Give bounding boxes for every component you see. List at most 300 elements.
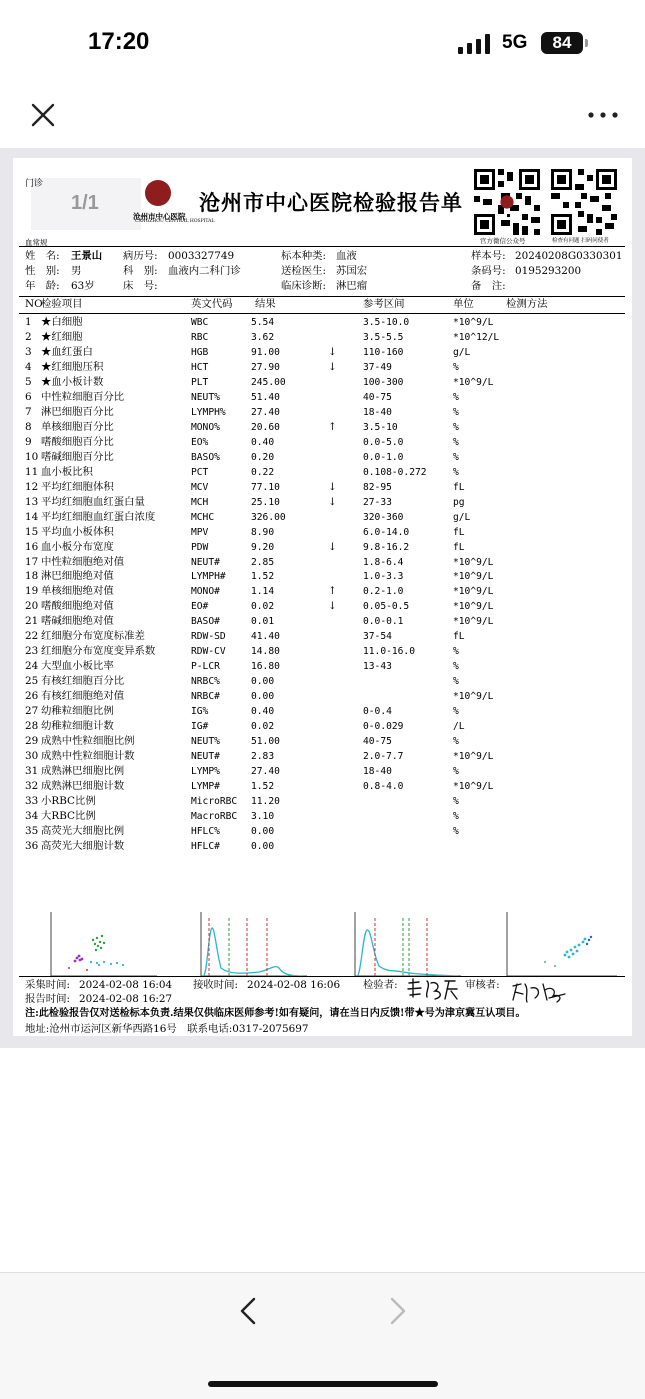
cell-no: 19: [25, 585, 39, 598]
table-row: [13, 391, 632, 406]
col-ref: 参考区间: [363, 298, 405, 310]
cell-no: 26: [25, 690, 39, 703]
cell-result: 2.85: [251, 556, 275, 568]
cell-result: 8.90: [251, 526, 275, 538]
table-row: [13, 750, 632, 765]
cell-item: 平均红细胞血红蛋白浓度: [41, 510, 156, 523]
cell-no: 18: [25, 570, 39, 583]
report-title: 沧州市中心医院检验报告单: [199, 190, 463, 215]
cell-unit: %: [453, 391, 459, 403]
cell-ref: 37-54: [363, 631, 392, 643]
cell-result: 51.00: [251, 736, 280, 748]
cell-item: 血小板分布宽度: [41, 540, 114, 553]
cell-item: 平均血小板体积: [41, 525, 114, 538]
table-row: [13, 780, 632, 795]
cell-en: HGB: [191, 346, 209, 358]
cell-ref: 0.0-5.0: [363, 436, 404, 448]
cell-ref: 0.05-0.5: [363, 601, 410, 613]
cell-en: IG#: [191, 721, 209, 733]
table-row: [13, 585, 632, 600]
cell-result: 91.00: [251, 346, 280, 358]
divider: [19, 246, 625, 247]
cell-result: 5.54: [251, 317, 275, 328]
cell-no: 22: [25, 630, 39, 643]
cell-unit: %: [453, 676, 459, 688]
cell-unit: fL: [453, 541, 465, 553]
cell-result: 27.40: [251, 406, 280, 418]
cell-no: 36: [25, 839, 39, 852]
cell-result: 27.40: [251, 766, 280, 778]
cell-no: 11: [25, 465, 39, 478]
cell-ref: 0.8-4.0: [363, 781, 404, 793]
table-row: [13, 720, 632, 735]
col-no: NO: [25, 298, 43, 310]
cell-no: 30: [25, 750, 39, 763]
cell-unit: *10^9/L: [453, 571, 494, 583]
cell-ref: 40-75: [363, 391, 392, 403]
patient-name: 王景山: [71, 250, 103, 262]
cell-item: 成熟淋巴细胞计数: [41, 780, 125, 793]
table-row: [13, 481, 632, 496]
cell-ref: 18-40: [363, 766, 392, 778]
collect-label: 采集时间:: [25, 979, 71, 991]
cell-ref: 3.5-10.0: [363, 317, 410, 328]
battery-icon: 84: [541, 32, 583, 54]
report-note: 注:此检验报告仅对送检标本负责.结果仅供临床医师参考!如有疑问，请在当日内反馈!带★号为津京冀互认项目。: [25, 1008, 526, 1019]
receive-time: 2024-02-08 16:06: [247, 979, 341, 991]
cell-result: 326.00: [251, 511, 286, 523]
cell-no: 34: [25, 810, 39, 822]
table-row: [13, 361, 632, 376]
table-row: [13, 421, 632, 436]
cell-ref: 3.5-10: [363, 421, 398, 433]
cell-unit: fL: [453, 631, 465, 643]
age-label: 年 龄:: [25, 280, 60, 292]
cell-en: LYMP%: [191, 766, 220, 778]
cell-en: NEUT#: [191, 556, 220, 568]
more-icon[interactable]: [585, 102, 621, 128]
cell-unit: %: [453, 736, 459, 748]
sex-label: 性 别:: [25, 265, 60, 277]
table-row: [13, 376, 632, 391]
cell-ref: 110-160: [363, 346, 404, 358]
cell-result: 0.00: [251, 825, 275, 837]
reviewer-signature-icon: [509, 980, 569, 1004]
cell-item: 嗜酸细胞百分比: [41, 435, 114, 448]
cell-en: NRBC#: [191, 691, 220, 703]
cell-en: NEUT%: [191, 391, 220, 403]
barcode-number: 0195293200: [515, 265, 582, 277]
cell-unit: g/L: [453, 346, 471, 358]
cell-no: 27: [25, 705, 39, 718]
table-row: [13, 466, 632, 481]
bed-label: 床 号:: [123, 280, 158, 292]
cell-item: 成熟中性粒细胞计数: [41, 750, 135, 763]
cell-no: 17: [25, 555, 39, 568]
cell-en: PDW: [191, 541, 209, 553]
cell-ref: 11.0-16.0: [363, 646, 415, 658]
cell-item: 平均红细胞血红蛋白量: [41, 495, 145, 508]
viewer-top-bar: [0, 90, 645, 140]
cell-en: MONO#: [191, 586, 220, 598]
cell-item: 血小板比积: [41, 465, 93, 478]
close-icon[interactable]: [28, 100, 58, 130]
sample-label: 样本号:: [471, 250, 506, 262]
cell-unit: *10^9/L: [453, 317, 494, 328]
cell-unit: *10^9/L: [453, 601, 494, 613]
page-indicator: 1/1: [71, 192, 99, 214]
dept-label: 科 别:: [123, 265, 158, 277]
cell-en: PLT: [191, 376, 209, 388]
cell-unit: *10^9/L: [453, 586, 494, 598]
histogram-wbc: [199, 910, 309, 978]
col-result: 结果: [255, 298, 276, 310]
table-row: [13, 630, 632, 645]
table-header: [13, 298, 632, 313]
specimen-label: 标本种类:: [281, 250, 327, 262]
cell-unit: %: [453, 436, 459, 448]
cell-result: 1.52: [251, 781, 275, 793]
col-unit: 单位: [453, 298, 474, 310]
cell-item: 嗜碱细胞百分比: [41, 450, 114, 463]
qr-right-caption: 检查有问题 扫码问使者: [552, 238, 609, 244]
table-row: [13, 346, 632, 361]
cell-no: 8: [25, 420, 32, 433]
cell-en: EO#: [191, 601, 209, 613]
cell-no: 6: [25, 390, 32, 403]
doctor-name: 苏国宏: [336, 265, 368, 277]
cell-ref: 13-43: [363, 661, 392, 673]
home-indicator[interactable]: [208, 1381, 438, 1387]
table-row: [13, 840, 632, 855]
cell-result: 0.20: [251, 451, 275, 463]
table-row: [13, 735, 632, 750]
cell-unit: %: [453, 451, 459, 463]
divider: [19, 313, 625, 314]
diagnosis: 淋巴瘤: [336, 280, 368, 292]
cell-en: RBC: [191, 331, 209, 343]
cell-item: ★血红蛋白: [41, 345, 93, 358]
histogram-rbc: [353, 910, 463, 978]
cell-no: 35: [25, 824, 39, 837]
cell-ref: 0-0.029: [363, 721, 404, 733]
cell-ref: 320-360: [363, 511, 404, 523]
cell-flag: ↓: [328, 495, 337, 508]
cell-item: 单核细胞绝对值: [41, 585, 114, 598]
cell-item: 淋巴细胞绝对值: [41, 570, 114, 583]
cell-result: 2.83: [251, 751, 275, 763]
report-time-label: 报告时间:: [25, 993, 71, 1005]
cell-en: MCV: [191, 481, 209, 493]
cell-en: MCHC: [191, 511, 215, 523]
cell-unit: %: [453, 646, 459, 658]
table-row: [13, 436, 632, 451]
cell-no: 14: [25, 510, 39, 523]
cell-flag: ↓: [328, 345, 337, 358]
cell-result: 27.90: [251, 361, 280, 373]
cell-en: HFLC%: [191, 825, 220, 837]
cell-ref: 37-49: [363, 361, 392, 373]
cell-no: 28: [25, 720, 39, 733]
cell-ref: 0.0-1.0: [363, 451, 404, 463]
cell-no: 33: [25, 795, 39, 808]
cell-item: ★红细胞: [41, 330, 83, 343]
chevron-right-icon[interactable]: [388, 1297, 408, 1325]
cell-flag: ↓: [328, 540, 337, 553]
cell-no: 5: [25, 375, 32, 388]
cell-item: 成熟中性粒细胞比例: [41, 735, 135, 748]
viewer-bottom-bar: [0, 1272, 645, 1399]
cell-item: 小RBC比例: [41, 795, 96, 808]
col-item: 检验项目: [41, 298, 83, 310]
cell-en: WBC: [191, 317, 209, 328]
cell-result: 3.62: [251, 331, 275, 343]
cell-result: 11.20: [251, 796, 280, 808]
cell-ref: 2.0-7.7: [363, 751, 404, 763]
cell-item: 淋巴细胞百分比: [41, 405, 114, 418]
table-row: [13, 765, 632, 780]
cell-ref: 6.0-14.0: [363, 526, 410, 538]
cell-unit: *10^9/L: [453, 376, 494, 388]
cell-flag: ↓: [328, 360, 337, 373]
divider: [19, 296, 625, 297]
table-row: [13, 795, 632, 810]
table-row: [13, 675, 632, 690]
cell-unit: *10^9/L: [453, 616, 494, 628]
sample-number: 20240208G0330301: [515, 250, 623, 262]
cell-item: 有核红细胞绝对值: [41, 690, 125, 703]
cell-unit: pg: [453, 496, 465, 508]
cell-result: 25.10: [251, 496, 280, 508]
cell-en: P-LCR: [191, 661, 220, 673]
cell-en: MONO%: [191, 421, 220, 433]
cell-no: 12: [25, 480, 39, 493]
scatter-plot-wdf: [49, 910, 159, 978]
cell-no: 3: [25, 345, 32, 358]
cell-ref: 0.2-1.0: [363, 586, 404, 598]
cell-item: 嗜酸细胞绝对值: [41, 600, 114, 613]
cell-result: 1.52: [251, 571, 275, 583]
cell-result: 1.14: [251, 586, 275, 598]
cell-en: HCT: [191, 361, 209, 373]
cell-en: LYMPH#: [191, 571, 226, 583]
logo-english: CANGZHOU CENTRAL HOSPITAL: [135, 219, 215, 224]
cell-item: 中性粒细胞百分比: [41, 390, 125, 403]
patient-age: 63岁: [71, 280, 95, 292]
cell-item: 红细胞分布宽度变异系数: [41, 645, 156, 658]
cell-en: BASO%: [191, 451, 220, 463]
cell-no: 1: [25, 316, 32, 328]
scatter-plot-ret: [505, 910, 619, 978]
divider: [19, 976, 625, 977]
tester-signature-icon: [405, 977, 461, 1001]
qr-code-inquiry-icon: [551, 169, 617, 235]
cell-no: 31: [25, 765, 39, 778]
cell-result: 0.01: [251, 616, 275, 628]
cell-result: 41.40: [251, 631, 280, 643]
cell-unit: %: [453, 421, 459, 433]
table-row: [13, 570, 632, 585]
table-row: [13, 600, 632, 615]
cell-result: 9.20: [251, 541, 275, 553]
table-row: [13, 511, 632, 526]
cell-unit: g/L: [453, 511, 471, 523]
cell-unit: %: [453, 661, 459, 673]
name-label: 姓 名:: [25, 250, 60, 262]
specimen-type: 血液: [336, 250, 357, 262]
cell-en: RDW-CV: [191, 646, 226, 658]
cell-ref: 3.5-5.5: [363, 331, 404, 343]
cell-result: 3.10: [251, 811, 275, 822]
status-bar: [0, 0, 645, 90]
cell-item: ★血小板计数: [41, 375, 104, 388]
cell-result: 0.00: [251, 840, 275, 852]
table-row: [13, 660, 632, 675]
table-row: [13, 496, 632, 511]
cell-no: 25: [25, 675, 39, 688]
cell-item: 幼稚粒细胞计数: [41, 720, 114, 733]
cell-result: 0.02: [251, 601, 275, 613]
cell-unit: %: [453, 766, 459, 778]
reviewer-label: 审核者:: [465, 979, 500, 991]
cell-item: 大型血小板比率: [41, 660, 114, 673]
cell-result: 20.60: [251, 421, 280, 433]
cell-en: EO%: [191, 436, 209, 448]
collect-time: 2024-02-08 16:04: [79, 979, 173, 991]
cell-unit: %: [453, 811, 459, 822]
table-row: [13, 690, 632, 705]
cell-en: NEUT#: [191, 751, 220, 763]
cell-ref: 1.8-6.4: [363, 556, 404, 568]
cell-result: 51.40: [251, 391, 280, 403]
table-row: [13, 556, 632, 571]
col-method: 检测方法: [506, 298, 548, 310]
logo-caption: 沧州市中心医院: [133, 212, 186, 221]
cell-no: 16: [25, 540, 39, 553]
table-row: [13, 316, 632, 331]
cell-flag: ↓: [328, 600, 337, 613]
cell-item: 成熟淋巴细胞比例: [41, 765, 125, 778]
cell-result: 0.02: [251, 721, 275, 733]
cell-no: 23: [25, 645, 39, 658]
cell-result: 14.80: [251, 646, 280, 658]
cell-item: 有核红细胞百分比: [41, 675, 125, 688]
cell-unit: %: [453, 706, 459, 718]
cell-item: 幼稚粒细胞比例: [41, 705, 114, 718]
cell-en: BASO#: [191, 616, 220, 628]
signal-icon: [458, 34, 492, 54]
cell-en: LYMP#: [191, 781, 220, 793]
cell-ref: 1.0-3.3: [363, 571, 404, 583]
cell-result: 0.00: [251, 691, 275, 703]
cell-unit: *10^12/L: [453, 331, 500, 343]
cell-item: 平均红细胞体积: [41, 480, 114, 493]
cell-no: 15: [25, 525, 39, 538]
cell-en: HFLC#: [191, 840, 220, 852]
cell-result: 0.22: [251, 466, 275, 478]
cell-unit: *10^9/L: [453, 781, 494, 793]
cell-ref: 27-33: [363, 496, 392, 508]
cell-en: NEUT%: [191, 736, 220, 748]
table-row: [13, 541, 632, 556]
cell-result: 0.40: [251, 706, 275, 718]
cell-item: ★红细胞压积: [41, 360, 104, 373]
battery-cap: [585, 39, 588, 47]
cell-result: 0.40: [251, 436, 275, 448]
cell-result: 77.10: [251, 481, 280, 493]
cell-result: 16.80: [251, 661, 280, 673]
hospital-address: 地址:沧州市运河区新华西路16号 联系电话:0317-2075697: [25, 1023, 309, 1035]
cell-unit: %: [453, 825, 459, 837]
cell-unit: fL: [453, 481, 465, 493]
cell-unit: *10^9/L: [453, 751, 494, 763]
doctor-label: 送检医生:: [281, 265, 327, 277]
cell-ref: 40-75: [363, 736, 392, 748]
department: 血液内二科门诊: [168, 265, 241, 277]
cell-no: 7: [25, 405, 32, 418]
qr-left-caption: 官方微信公众号: [480, 237, 526, 245]
table-row: [13, 705, 632, 720]
cell-item: 中性粒细胞绝对值: [41, 555, 125, 568]
cell-item: 高荧光大细胞比例: [41, 824, 125, 837]
chevron-left-icon[interactable]: [238, 1297, 258, 1325]
cell-item: 嗜碱细胞绝对值: [41, 615, 114, 628]
status-time: 17:20: [88, 28, 150, 55]
cell-en: LYMPH%: [191, 406, 226, 418]
cell-flag: ↓: [328, 480, 337, 493]
cell-en: MCH: [191, 496, 209, 508]
cell-unit: fL: [453, 526, 465, 538]
header-small: 门诊: [25, 179, 44, 189]
network-type: 5G: [502, 32, 528, 53]
cell-ref: 9.8-16.2: [363, 541, 410, 553]
cell-item: ★白细胞: [41, 316, 83, 328]
table-row: [13, 825, 632, 840]
cell-flag: ↑: [328, 420, 337, 433]
cell-en: RDW-SD: [191, 631, 226, 643]
col-en: 英文代码: [191, 298, 233, 310]
report-time: 2024-02-08 16:27: [79, 993, 173, 1005]
cell-en: PCT: [191, 466, 209, 478]
record-number: 0003327749: [168, 250, 235, 262]
cell-en: MacroRBC: [191, 811, 238, 822]
receive-label: 接收时间:: [193, 979, 239, 991]
cell-en: MicroRBC: [191, 796, 238, 808]
record-label: 病历号:: [123, 250, 158, 262]
cell-no: 13: [25, 495, 39, 508]
cell-ref: 82-95: [363, 481, 392, 493]
cell-ref: 100-300: [363, 376, 404, 388]
cell-item: 单核细胞百分比: [41, 420, 114, 433]
barcode-label: 条码号:: [471, 265, 506, 277]
hospital-logo-icon: [145, 180, 171, 206]
cell-no: 24: [25, 660, 39, 673]
report-category: 血常规: [25, 238, 48, 247]
cell-unit: %: [453, 406, 459, 418]
cell-unit: %: [453, 361, 459, 373]
cell-unit: %: [453, 796, 459, 808]
cell-ref: 0-0.4: [363, 706, 392, 718]
cell-unit: *10^9/L: [453, 556, 494, 568]
cell-no: 9: [25, 435, 32, 448]
cell-ref: 18-40: [363, 406, 392, 418]
cell-no: 32: [25, 780, 39, 793]
table-row: [13, 615, 632, 630]
cell-item: 高荧光大细胞计数: [41, 839, 125, 852]
cell-result: 245.00: [251, 376, 286, 388]
cell-ref: 0.0-0.1: [363, 616, 404, 628]
cell-en: NRBC%: [191, 676, 220, 688]
